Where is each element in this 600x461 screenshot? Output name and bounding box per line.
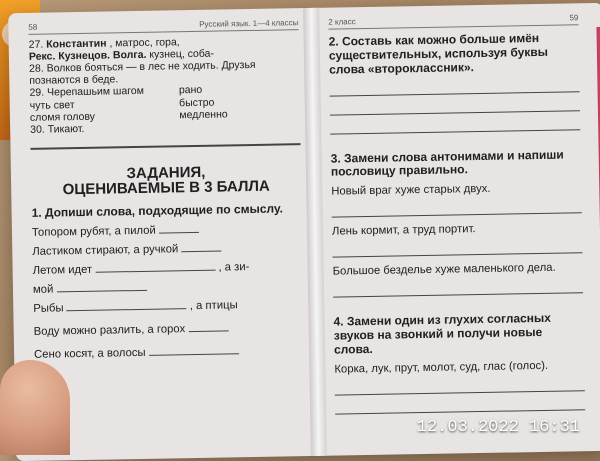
line-text: Ластиком стирают, а ручкой (32, 243, 179, 258)
answer-text: Черепашьим шагом (46, 85, 145, 99)
task-2: 2. Составь как можно больше имён существительных, используя буквы слова «второклассник». (328, 31, 549, 77)
right-page-number: 59 (569, 13, 579, 23)
answer-text: сломя голову (29, 110, 96, 124)
section-title-line1: ЗАДАНИЯ, (126, 163, 206, 182)
right-page (328, 13, 585, 418)
blank-line[interactable] (330, 119, 580, 134)
blank-line[interactable] (333, 282, 583, 297)
blank-line[interactable] (332, 242, 582, 257)
word-list: Корка, лук, прут, молот, суд, глас (голос). (334, 359, 549, 376)
line-suffix: , а зи- (218, 261, 250, 274)
blank-line[interactable] (95, 269, 215, 273)
task-1-lines (32, 222, 304, 362)
right-page-header (328, 13, 578, 30)
task-1: 1. Допиши слова, подходящие по смыслу. (31, 201, 283, 221)
left-page (28, 18, 304, 368)
book-spine (303, 8, 327, 456)
answer-text: кузнец, соба- (149, 47, 215, 62)
answer-text: чуть свет (29, 98, 75, 112)
finger (0, 360, 70, 455)
blank-line[interactable] (329, 81, 579, 96)
answer-number: 28. (29, 62, 44, 76)
blank-line[interactable] (332, 202, 582, 217)
left-page-header (28, 18, 298, 35)
blank-line[interactable] (159, 231, 199, 234)
section-title-line2: ОЦЕНИВАЕМЫЕ В 3 БАЛЛА (62, 178, 270, 199)
match-word: медленно (179, 107, 228, 121)
blank-line[interactable] (181, 250, 221, 253)
section-divider (30, 143, 300, 150)
open-workbook (8, 3, 600, 461)
line-text: Летом идет (32, 263, 93, 277)
proverb-2: Лень кормит, а труд портит. (331, 223, 476, 238)
blank-line[interactable] (188, 329, 228, 332)
line-text: мой (32, 283, 54, 296)
match-word: рано (178, 84, 203, 97)
task-3: 3. Замени слова антонимами и напиши пословицу правильно. (330, 147, 564, 179)
answer-bold: Рекс. Кузнецов. Волга. (28, 49, 147, 64)
answer-bold: Константин (46, 37, 107, 51)
answer-text: , матрос, гора, (109, 36, 180, 50)
answer-number: 30. (30, 123, 45, 136)
line-text: Воду можно разлить, а горох (33, 323, 186, 338)
right-header-text: 2 класс (328, 17, 356, 27)
book-red-edge (596, 27, 600, 437)
blank-line[interactable] (149, 352, 239, 356)
answer-number: 29. (29, 87, 45, 100)
answer-text: Волков бояться — в лес не ходить. Друзья познаются в беде. (29, 59, 256, 88)
blank-line[interactable] (56, 289, 146, 293)
line-suffix: , а птицы (189, 299, 238, 313)
line-text: Сено косят, а волосы (33, 346, 146, 361)
left-header-text: Русский язык. 1—4 классы (199, 18, 299, 29)
answer-number: 27. (28, 38, 44, 52)
section-title (31, 163, 302, 199)
left-answers (29, 34, 301, 135)
blank-line[interactable] (67, 307, 187, 311)
left-page-number: 58 (28, 22, 38, 32)
line-text: Топором рубят, а пилой (31, 224, 156, 239)
match-word: быстро (179, 96, 215, 109)
proverb-3: Большое безделье хуже маленького дела. (332, 261, 556, 278)
answer-29 (29, 83, 300, 124)
answer-29-right (179, 84, 228, 121)
answer-text: Тикают. (47, 122, 85, 136)
blank-line[interactable] (335, 399, 585, 414)
line-text: Рыбы (33, 302, 64, 315)
proverb-1: Новый враг хуже старых двух. (331, 183, 491, 198)
blank-line[interactable] (330, 100, 580, 115)
answer-29-left (29, 85, 144, 123)
task-4: 4. Замени один из глухих согласных звуков на звонкий и получи новые слова. (333, 310, 552, 357)
blank-line[interactable] (335, 380, 585, 395)
photo-timestamp: 12.03.2022 16:31 (416, 418, 580, 437)
